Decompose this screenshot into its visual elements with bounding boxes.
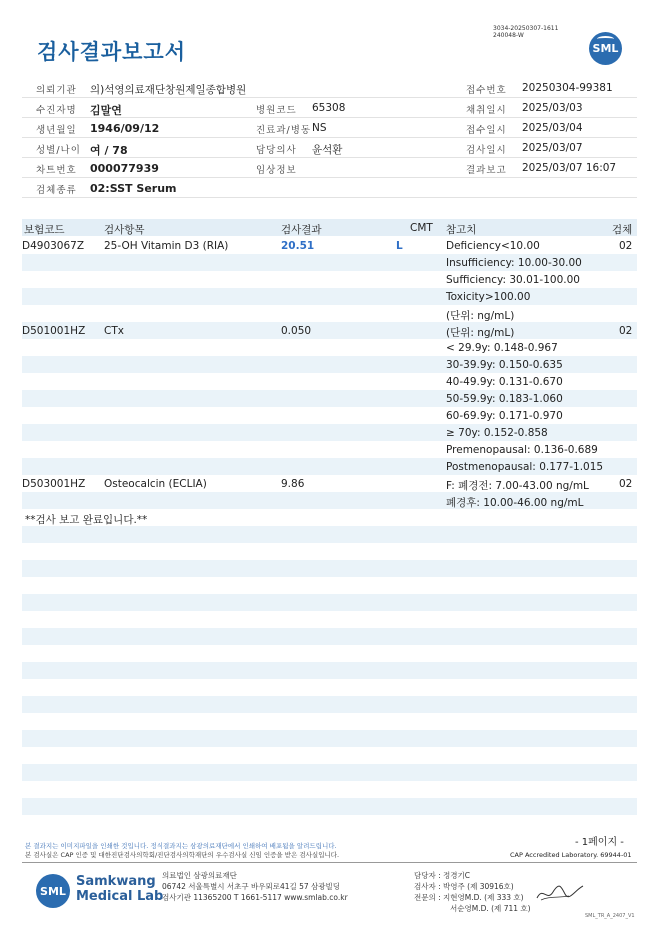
results-table (22, 237, 637, 526)
document-code-line: 240048-W (493, 32, 524, 39)
result-ref: (단위: ng/mL) (446, 310, 515, 322)
info-label: 생년월일 (36, 125, 77, 136)
info-label: 담당의사 (256, 145, 297, 156)
result-ref: ≥ 70y: 0.152-0.858 (446, 427, 548, 439)
info-label: 결과보고 (466, 165, 507, 176)
info-value: 여 / 78 (90, 144, 128, 157)
result-row (22, 407, 637, 424)
staff-line: 서순영M.D. (제 711 호) (450, 904, 531, 913)
empty-rows (22, 526, 637, 832)
result-ref: Insufficiency: 10.00-30.00 (446, 257, 582, 269)
info-label: 임상정보 (256, 165, 297, 176)
org-line: 06742 서울특별시 서초구 바우뫼로41길 57 삼광빌딩 (162, 882, 341, 891)
result-code: D503001HZ (22, 478, 86, 490)
result-item: 25-OH Vitamin D3 (RIA) (104, 240, 229, 252)
col-item: 검사항목 (104, 224, 145, 236)
logo-text: SML (592, 42, 619, 55)
result-row (22, 288, 637, 305)
info-label: 수진자명 (36, 105, 77, 116)
info-value: 윤석환 (312, 144, 343, 156)
result-row (22, 475, 637, 492)
info-value: 의)석영의료재단창원제일종합병원 (90, 84, 247, 96)
info-row (22, 178, 637, 198)
brand-name (76, 874, 163, 904)
sml-footer-logo-icon (36, 874, 70, 908)
brand-line: Samkwang (76, 874, 156, 889)
patient-info (22, 78, 637, 198)
result-code: D4903067Z (22, 240, 85, 252)
result-result: 9.86 (281, 478, 305, 490)
info-label: 접수번호 (466, 85, 507, 96)
result-ref: Premenopausal: 0.136-0.689 (446, 444, 598, 456)
result-row (22, 254, 637, 271)
result-ref: Deficiency<10.00 (446, 240, 540, 252)
info-value: 2025/03/03 (522, 102, 583, 114)
result-row (22, 237, 637, 254)
col-result: 검사결과 (281, 224, 322, 236)
result-row (22, 271, 637, 288)
page-title: 검사결과보고서 (37, 40, 187, 64)
result-ref: 40-49.9y: 0.131-0.670 (446, 376, 563, 388)
result-ref: Sufficiency: 30.01-100.00 (446, 274, 580, 286)
result-ref: Toxicity>100.00 (446, 291, 531, 303)
result-row (22, 492, 637, 509)
info-label: 검사일시 (466, 145, 507, 156)
result-ref: F: 폐경전: 7.00-43.00 ng/mL (446, 480, 589, 492)
org-address (162, 870, 348, 903)
result-row (22, 356, 637, 373)
signature-icon (535, 882, 585, 904)
result-result: 20.51 (281, 240, 315, 252)
info-value: 2025/03/07 16:07 (522, 162, 617, 174)
info-value: 65308 (312, 102, 346, 114)
result-code: **검사 보고 완료입니다.** (25, 514, 148, 526)
result-ref: (단위: ng/mL) (446, 327, 515, 339)
result-result: 0.050 (281, 325, 312, 337)
info-label: 접수일시 (466, 125, 507, 136)
info-label: 채취일시 (466, 105, 507, 116)
result-row (22, 458, 637, 475)
info-value: 2025/03/07 (522, 142, 583, 154)
result-ref: 60-69.9y: 0.171-0.970 (446, 410, 563, 422)
org-line: 의료법인 삼광의료재단 (162, 871, 237, 880)
info-label: 병원코드 (256, 105, 297, 116)
info-value: 2025/03/04 (522, 122, 583, 134)
info-value: NS (312, 122, 327, 134)
result-ref: < 29.9y: 0.148-0.967 (446, 342, 558, 354)
form-code: SML_TR_A_2407_V1 (585, 913, 635, 919)
result-row (22, 441, 637, 458)
col-cmt: CMT (410, 222, 433, 234)
result-ref: 30-39.9y: 0.150-0.635 (446, 359, 563, 371)
result-ref: 폐경후: 10.00-46.00 ng/mL (446, 497, 584, 509)
result-row (22, 322, 637, 339)
col-specimen: 검체 (612, 224, 633, 236)
info-value: 02:SST Serum (90, 182, 177, 195)
result-specimen: 02 (619, 325, 633, 337)
cap-accreditation: CAP Accredited Laboratory. 69944-01 (510, 851, 632, 859)
staff-line: 검사자 : 박영주 (제 30916호) (414, 882, 514, 891)
footer-note (25, 842, 339, 860)
col-ref: 참고치 (446, 224, 477, 236)
info-label: 진료과/병동 (256, 125, 312, 136)
result-ref: 50-59.9y: 0.183-1.060 (446, 393, 563, 405)
staff-line: 전문의 : 지현영M.D. (제 333 호) (414, 893, 524, 902)
info-value: 000077939 (90, 162, 159, 175)
info-label: 성별/나이 (36, 145, 81, 156)
footer-note-line: 본 결과지는 이미지파일을 인쇄한 것입니다. 정식결과지는 삼광의료재단에서 인쇄하여 배포됨을 알려드립니다. (25, 842, 337, 850)
info-row (22, 78, 637, 98)
sml-logo-icon (589, 32, 622, 65)
result-row (22, 339, 637, 356)
info-value: 1946/09/12 (90, 122, 160, 135)
footer-divider (22, 862, 637, 863)
result-row (22, 373, 637, 390)
info-label: 검체종류 (36, 185, 77, 196)
page-number: - 1페이지 - (575, 837, 624, 848)
brand-line: Medical Lab (76, 889, 164, 904)
result-row (22, 305, 637, 322)
result-ref: Postmenopausal: 0.177-1.015 (446, 461, 604, 473)
results-header (22, 219, 637, 236)
info-label: 의뢰기관 (36, 85, 77, 96)
document-code (493, 25, 558, 39)
result-flag: L (396, 240, 403, 252)
info-value: 김말연 (90, 104, 122, 117)
info-row (22, 158, 637, 178)
logo-text: SML (40, 884, 66, 898)
result-row (22, 424, 637, 441)
info-row (22, 98, 637, 118)
info-row (22, 118, 637, 138)
result-row (22, 390, 637, 407)
info-value: 20250304-99381 (522, 82, 613, 94)
result-code: D501001HZ (22, 325, 86, 337)
info-label: 차트번호 (36, 165, 77, 176)
footer-note-line: 본 검사실은 CAP 인증 및 대한진단검사의학회/진단검사의학재단의 우수검사실 신임 인증을 받은 검사실입니다. (25, 851, 340, 859)
staff-line: 담당자 : 정경기C (414, 871, 471, 880)
result-item: Osteocalcin (ECLIA) (104, 478, 207, 490)
result-specimen: 02 (619, 478, 633, 490)
info-row (22, 138, 637, 158)
staff-info (414, 870, 531, 914)
org-line: 검사기관 11365200 T 1661-5117 www.smlab.co.kr (162, 893, 348, 902)
col-code: 보험코드 (24, 224, 65, 236)
result-row (22, 509, 637, 526)
result-specimen: 02 (619, 240, 633, 252)
document-code-line: 3034-20250307-1611 (493, 25, 559, 32)
result-item: CTx (104, 325, 124, 337)
